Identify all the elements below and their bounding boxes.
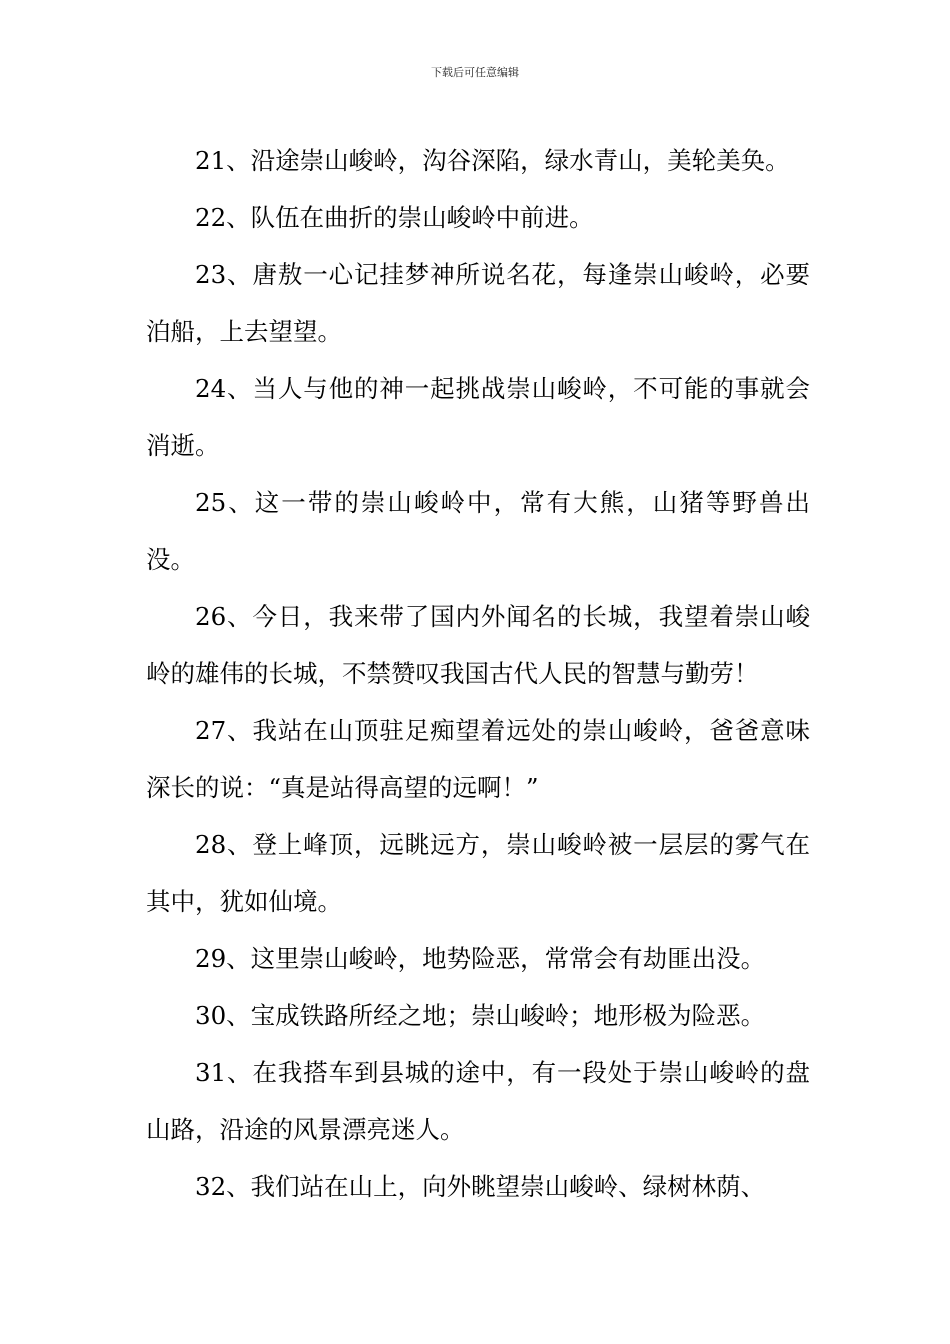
paragraph-21: 21、沿途崇山峻岭，沟谷深陷，绿水青山，美轮美奂。	[195, 146, 790, 175]
paragraph-23: 23、唐敖一心记挂梦神所说名花，每逢崇山峻岭，必要泊船，上去望望。	[146, 260, 810, 346]
paragraph-31: 31、在我搭车到县城的途中，有一段处于崇山峻岭的盘山路，沿途的风景漂亮迷人。	[146, 1058, 810, 1144]
paragraph-27: 27、我站在山顶驻足痴望着远处的崇山峻岭，爸爸意味深长的说：“真是站得高望的远啊！”	[146, 716, 810, 802]
paragraph-22: 22、队伍在曲折的崇山峻岭中前进。	[195, 203, 594, 232]
paragraph-28: 28、登上峰顶，远眺远方，崇山峻岭被一层层的雾气在其中，犹如仙境。	[146, 830, 810, 916]
paragraph-24: 24、当人与他的神一起挑战崇山峻岭，不可能的事就会消逝。	[146, 374, 810, 460]
paragraph-30: 30、宝成铁路所经之地；崇山峻岭；地形极为险恶。	[195, 1001, 766, 1030]
paragraph-29: 29、这里崇山峻岭，地势险恶，常常会有劫匪出没。	[195, 944, 766, 973]
page-header: 下载后可任意编辑	[431, 66, 519, 79]
document-body	[146, 132, 810, 1215]
paragraph-25: 25、这一带的崇山峻岭中，常有大熊，山猪等野兽出没。	[146, 488, 810, 574]
paragraph-32: 32、我们站在山上，向外眺望崇山峻岭、绿树林荫、	[195, 1172, 766, 1201]
paragraph-26: 26、今日，我来带了国内外闻名的长城，我望着崇山峻岭的雄伟的长城，不禁赞叹我国古代人民的智慧与勤劳！	[146, 602, 810, 688]
